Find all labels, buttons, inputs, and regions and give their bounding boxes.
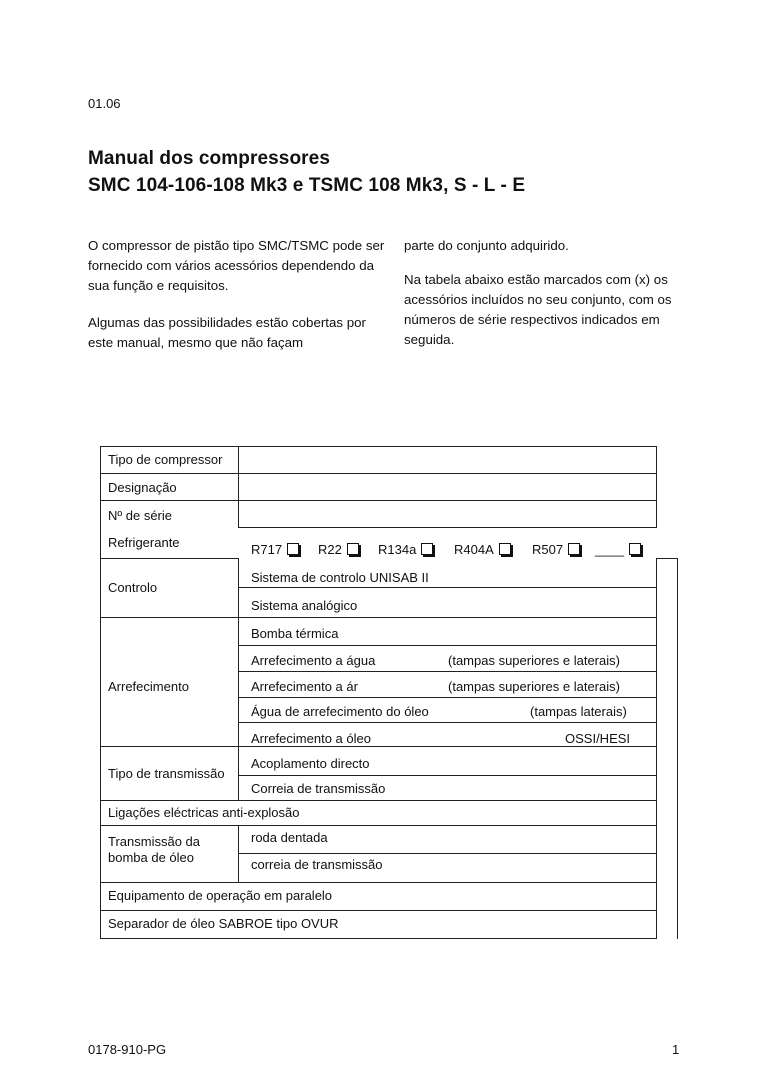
- refrigerant-label: R22: [318, 542, 342, 557]
- table-line: [100, 746, 238, 747]
- table-line: [100, 617, 238, 618]
- checkbox-icon[interactable]: [287, 543, 299, 555]
- option-unisab: Sistema de controlo UNISAB II: [251, 570, 429, 585]
- option-arref-agua: Arrefecimento a água: [251, 653, 376, 668]
- title-line-1: Manual dos compressores: [88, 148, 330, 169]
- table-line: [100, 825, 656, 826]
- checkbox-icon[interactable]: [568, 543, 580, 555]
- label-n-serie: Nº de série: [108, 508, 172, 523]
- page-number: 1: [672, 1042, 680, 1057]
- table-line: [677, 558, 678, 939]
- page-title: [88, 145, 525, 199]
- table-line: [100, 500, 238, 501]
- option-arref-ar: Arrefecimento a ár: [251, 679, 358, 694]
- option-roda-dentada: roda dentada: [251, 830, 328, 845]
- refrigerant-label: R717: [251, 542, 283, 557]
- document-date: 01.06: [88, 96, 121, 111]
- checkbox-icon[interactable]: [347, 543, 359, 555]
- doc-number: 0178-910-PG: [88, 1042, 167, 1057]
- table-line: [238, 722, 656, 723]
- intro-paragraph-2: Algumas das possibilidades estão cobertas por este manual, mesmo que não façam: [88, 315, 366, 350]
- table-line: [238, 527, 657, 528]
- checkbox-icon[interactable]: [499, 543, 511, 555]
- table-line: [100, 882, 656, 883]
- table-line: [238, 645, 656, 646]
- table-line: [238, 697, 656, 698]
- label-transmissao-bomba-1: Transmissão da: [108, 834, 200, 849]
- label-controlo: Controlo: [108, 580, 158, 595]
- note-arref-ar: (tampas superiores e laterais): [448, 679, 620, 694]
- refrigerant-label: R134a: [378, 542, 417, 557]
- intro-paragraph-4: Na tabela abaixo estão marcados com (x) os acessórios incluídos no seu conjunto, com os números de série respectivos indicados em seguida.: [404, 272, 672, 347]
- refrigerant-label: ____: [595, 542, 624, 557]
- table-line: [238, 446, 657, 447]
- table-line: [100, 800, 656, 801]
- refrigerant-label: R404A: [454, 542, 494, 557]
- table-line: [100, 938, 656, 939]
- refrigerant-label: R507: [532, 542, 564, 557]
- option-agua-oleo: Água de arrefecimento do óleo: [251, 704, 429, 719]
- option-bomba-termica: Bomba térmica: [251, 626, 339, 641]
- table-line: [238, 617, 656, 618]
- table-line: [100, 910, 656, 911]
- label-tipo-transmissao: Tipo de transmissão: [108, 766, 225, 781]
- refrigerant-r717[interactable]: [251, 542, 299, 557]
- table-line: [238, 558, 239, 800]
- label-transmissao-bomba-2: bomba de óleo: [108, 850, 195, 865]
- label-separador: Separador de óleo SABROE tipo OVUR: [108, 916, 339, 931]
- label-arrefecimento: Arrefecimento: [108, 679, 189, 694]
- refrigerant-r507[interactable]: [532, 542, 580, 557]
- checkbox-icon[interactable]: [629, 543, 641, 555]
- option-correia: Correia de transmissão: [251, 781, 386, 796]
- label-ligacoes: Ligações eléctricas anti-explosão: [108, 805, 300, 820]
- table-line: [656, 558, 657, 939]
- label-refrigerante: Refrigerante: [108, 535, 180, 550]
- intro-paragraph-1: O compressor de pistão tipo SMC/TSMC pode ser fornecido com vários acessórios dependendo da sua função e requisitos.: [88, 238, 385, 293]
- title-line-2: SMC 104-106-108 Mk3 e TSMC 108 Mk3, S - L - E: [88, 175, 526, 196]
- option-arref-oleo: Arrefecimento a óleo: [251, 731, 371, 746]
- label-designacao: Designação: [108, 480, 177, 495]
- table-line: [656, 446, 657, 527]
- refrigerant-r22[interactable]: [318, 542, 359, 557]
- option-acoplamento: Acoplamento directo: [251, 756, 370, 771]
- refrigerant-r134a[interactable]: [378, 542, 433, 557]
- table-line: [238, 853, 656, 854]
- table-line: [238, 473, 657, 474]
- intro-paragraph-3: parte do conjunto adquirido.: [404, 238, 569, 253]
- table-line: [238, 671, 656, 672]
- label-paralelo: Equipamento de operação em paralelo: [108, 888, 333, 903]
- table-line: [100, 473, 238, 474]
- table-line: [100, 446, 101, 939]
- option-correia-bomba: correia de transmissão: [251, 857, 383, 872]
- table-line: [100, 446, 238, 447]
- table-line: [238, 446, 239, 527]
- table-line: [238, 775, 656, 776]
- refrigerant-r404a[interactable]: [454, 542, 511, 557]
- note-arref-agua: (tampas superiores e laterais): [448, 653, 620, 668]
- note-agua-oleo: (tampas laterais): [530, 704, 627, 719]
- table-line: [100, 558, 238, 559]
- option-analogico: Sistema analógico: [251, 598, 358, 613]
- table-line: [238, 500, 657, 501]
- refrigerant-other[interactable]: [595, 542, 641, 557]
- note-arref-oleo: OSSI/HESI: [565, 731, 631, 746]
- table-line: [656, 558, 678, 559]
- label-tipo-compressor: Tipo de compressor: [108, 452, 223, 467]
- checkbox-icon[interactable]: [421, 543, 433, 555]
- table-line: [238, 587, 656, 588]
